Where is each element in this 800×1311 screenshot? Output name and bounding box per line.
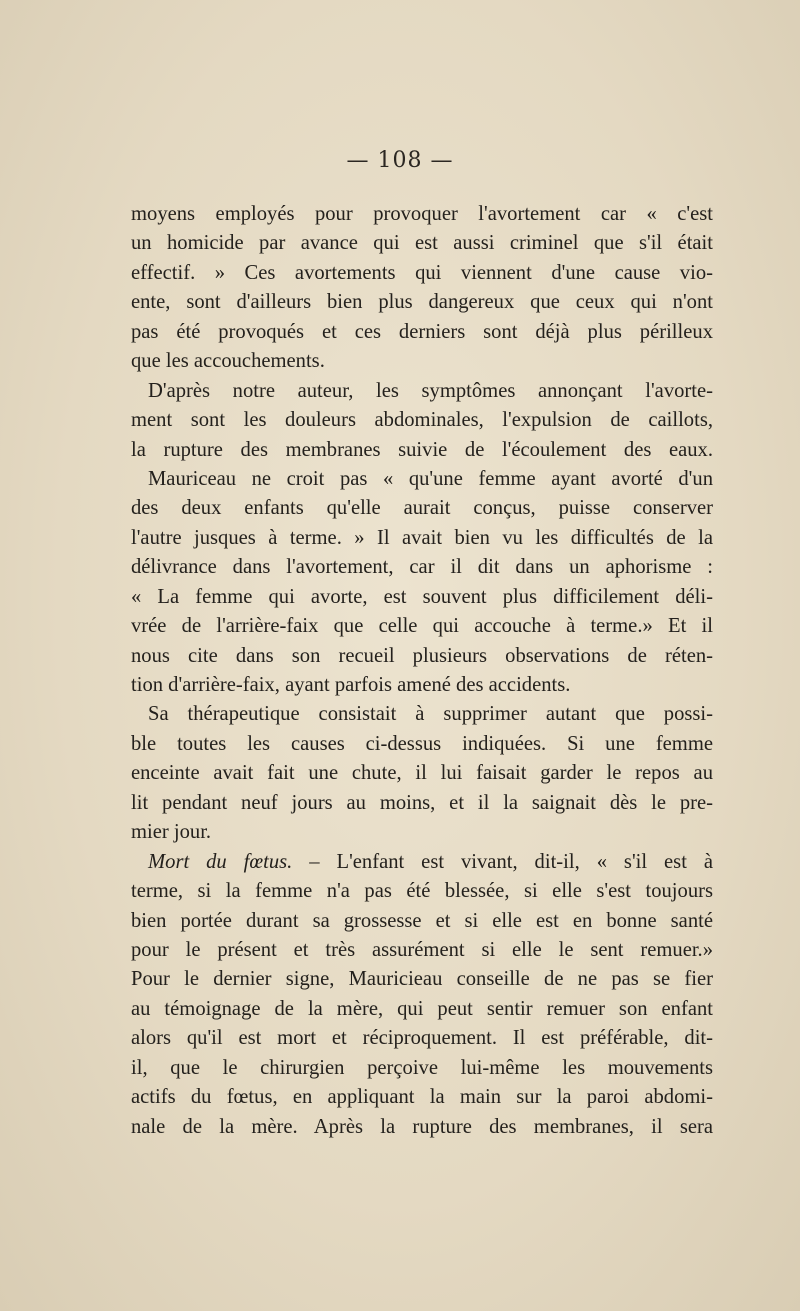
text-line: il, que le chirurgien perçoive lui-même les mouvements: [131, 1056, 713, 1079]
text-line: D'après notre auteur, les symptômes annonçant l'avorte-: [148, 379, 713, 402]
text-line: Sa thérapeutique consistait à supprimer autant que possi-: [148, 703, 713, 726]
text-line: au témoignage de la mère, qui peut sentir remuer son enfant: [131, 997, 713, 1020]
text-line: [131, 848, 713, 877]
text-line: bien portée durant sa grossesse et si elle est en bonne santé: [131, 909, 713, 932]
body-text: [131, 200, 713, 1142]
text-line: pas été provoqués et ces derniers sont déjà plus périlleux: [131, 320, 713, 343]
section-heading-italic: Mort du fœtus.: [148, 850, 293, 873]
text-line: Mauriceau ne croit pas « qu'une femme ayant avorté d'un: [148, 467, 713, 490]
text-line: ment sont les douleurs abdominales, l'expulsion de caillots,: [131, 409, 713, 432]
text-line: effectif. » Ces avortements qui viennent d'une cause vio-: [131, 261, 713, 284]
text-line: actifs du fœtus, en appliquant la main sur la paroi abdomi-: [131, 1086, 713, 1109]
text-line: Pour le dernier signe, Mauricieau conseille de ne pas se fier: [131, 968, 713, 991]
text-line: que les accouchements.: [131, 350, 325, 373]
text-line: ente, sont d'ailleurs bien plus dangereux que ceux qui n'ont: [131, 291, 713, 314]
text-line: moyens employés pour provoquer l'avortement car « c'est: [131, 203, 713, 225]
text-line: nous cite dans son recueil plusieurs observations de réten-: [131, 644, 713, 667]
text-line: la rupture des membranes suivie de l'écoulement des eaux.: [131, 438, 713, 461]
text-line: vrée de l'arrière-faix que celle qui accouche à terme.» Et il: [131, 615, 713, 638]
text-line: alors qu'il est mort et réciproquement. Il est préférable, dit-: [131, 1027, 713, 1050]
text-line: tion d'arrière-faix, ayant parfois amené des accidents.: [131, 674, 571, 696]
text-line: « La femme qui avorte, est souvent plus difficilement déli-: [131, 585, 713, 608]
text-line: nale de la mère. Après la rupture des membranes, il sera: [131, 1115, 713, 1138]
text-line: des deux enfants qu'elle aurait conçus, puisse conserver: [131, 497, 713, 520]
text-line: pour le présent et très assurément si elle le sent remuer.»: [131, 938, 713, 961]
text-line: ble toutes les causes ci-dessus indiquées. Si une femme: [131, 732, 713, 755]
text-line: un homicide par avance qui est aussi criminel que s'il était: [131, 232, 713, 255]
page-number: — 108 —: [346, 148, 454, 173]
text-line: lit pendant neuf jours au moins, et il la saignait dès le pre-: [131, 791, 713, 814]
text-line-rest: – L'enfant est vivant, dit-il, « s'il est à: [292, 850, 713, 873]
text-line: enceinte avait fait une chute, il lui faisait garder le repos au: [131, 762, 713, 785]
text-line: terme, si la femme n'a pas été blessée, si elle s'est toujours: [131, 880, 713, 903]
text-line: mier jour.: [131, 821, 212, 844]
text-line: délivrance dans l'avortement, car il dit dans un aphorisme :: [131, 556, 713, 579]
text-line: l'autre jusques à terme. » Il avait bien vu les difficultés de la: [131, 526, 713, 549]
